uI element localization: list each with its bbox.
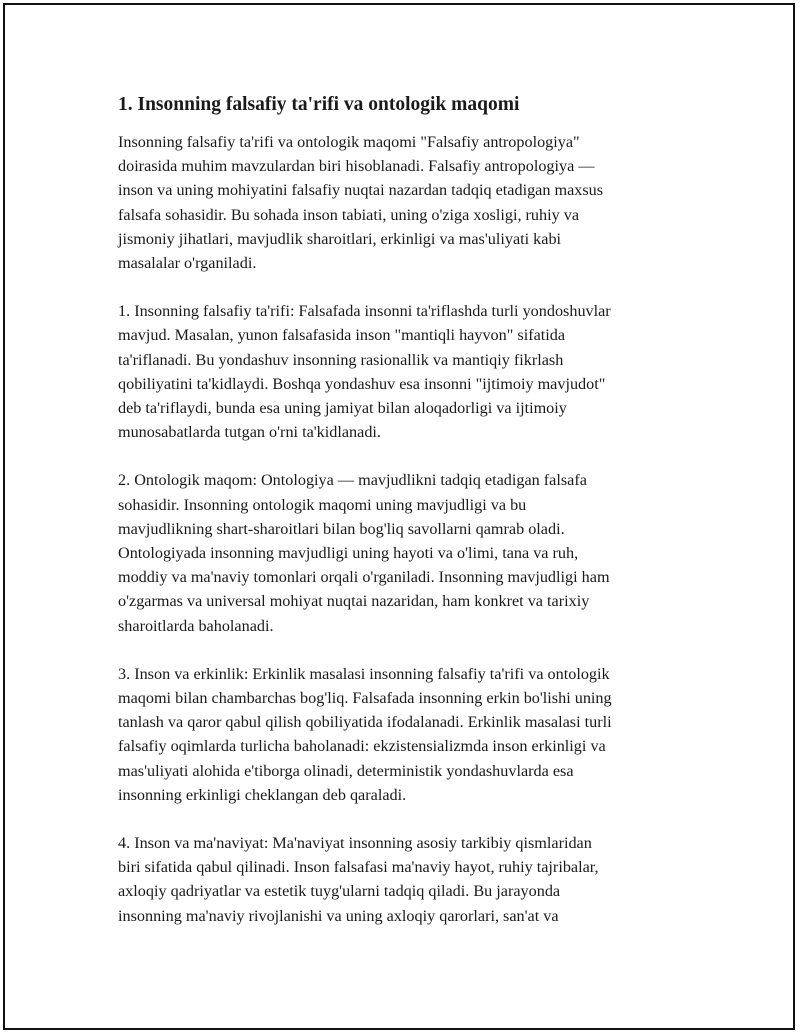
paragraph-falsafiy-tarif (118, 299, 698, 444)
text-line: sohasidir. Insonning ontologik maqomi uning mavjudligi va bu (118, 495, 527, 514)
text-line: o'zgarmas va universal mohiyat nuqtai nazaridan, ham konkret va tarixiy (118, 592, 590, 611)
text-line: Ontologiyada insonning mavjudligi uning hayoti va o'limi, tana va ruh, (118, 544, 579, 563)
document-body (118, 92, 698, 952)
text-line: tanlash va qaror qabul qilish qobiliyatida ifodalanadi. Erkinlik masalasi turli (118, 713, 612, 732)
paragraph-ontologik-maqom (118, 468, 698, 637)
text-line: falsafiy oqimlarda turlicha baholanadi: ekzistensializmda inson erkinligi va (118, 737, 606, 756)
paragraph-inson-va-manaviyat (118, 831, 698, 928)
text-line: mavjudlikning shart-sharoitlari bilan bog'liq savollarni qamrab oladi. (118, 519, 565, 538)
text-line: mavjud. Masalan, yunon falsafasida inson "mantiqli hayvon" sifatida (118, 326, 566, 345)
text-line: mas'uliyati alohida e'tiborga olinadi, deterministik yondashuvlarda esa (118, 761, 574, 780)
text-line: 4. Inson va ma'naviyat: Ma'naviyat insonning asosiy tarkibiy qismlaridan (118, 834, 592, 853)
paragraph-inson-va-erkinlik (118, 662, 698, 807)
text-line: inson va uning mohiyatini falsafiy nuqtai nazardan tadqiq etadigan maxsus (118, 181, 604, 200)
text-line: moddiy va ma'naviy tomonlari orqali o'rganiladi. Insonning mavjudligi ham (118, 568, 610, 587)
text-line: ta'riflanadi. Bu yondashuv insonning rasionallik va mantiqiy fikrlash (118, 350, 564, 369)
text-line: axloqiy qadriyatlar va estetik tuyg'ularni tadqiq qiladi. Bu jarayonda (118, 882, 561, 901)
text-line: 2. Ontologik maqom: Ontologiya — mavjudlikni tadqiq etadigan falsafa (118, 471, 587, 490)
text-line: insonning erkinligi cheklangan deb qaraladi. (118, 785, 407, 804)
text-line: biri sifatida qabul qilinadi. Inson falsafasi ma'naviy hayot, ruhiy tajribalar, (118, 858, 599, 877)
text-line: sharoitlarda baholanadi. (118, 616, 274, 635)
text-line: 3. Inson va erkinlik: Erkinlik masalasi insonning falsafiy ta'rifi va ontologik (118, 664, 610, 683)
text-line: deb ta'riflaydi, bunda esa uning jamiyat bilan aloqadorligi va ijtimoiy (118, 399, 567, 418)
text-line: doirasida muhim mavzulardan biri hisoblanadi. Falsafiy antropologiya — (118, 157, 595, 176)
text-line: 1. Insonning falsafiy ta'rifi: Falsafada insonni ta'riflashda turli yondoshuvlar (118, 302, 611, 321)
text-line: munosabatlarda tutgan o'rni ta'kidlanadi. (118, 423, 381, 442)
text-line: masalalar o'rganiladi. (118, 254, 257, 273)
text-line: insonning ma'naviy rivojlanishi va uning axloqiy qarorlari, san'at va (118, 906, 559, 925)
text-line: jismoniy jihatlari, mavjudlik sharoitlari, erkinligi va mas'uliyati kabi (118, 229, 562, 248)
document-title: 1. Insonning falsafiy ta'rifi va ontologik maqomi (118, 94, 520, 115)
paragraph-intro (118, 130, 698, 275)
text-line: Insonning falsafiy ta'rifi va ontologik maqomi "Falsafiy antropologiya" (118, 133, 580, 151)
text-line: maqomi bilan chambarchas bog'liq. Falsafada insonning erkin bo'lishi uning (118, 689, 612, 708)
text-line: qobiliyatini ta'kidlaydi. Boshqa yondashuv esa insonni "ijtimoiy mavjudot" (118, 374, 606, 393)
text-line: falsafa sohasidir. Bu sohada inson tabiati, uning o'ziga xosligi, ruhiy va (118, 205, 580, 224)
